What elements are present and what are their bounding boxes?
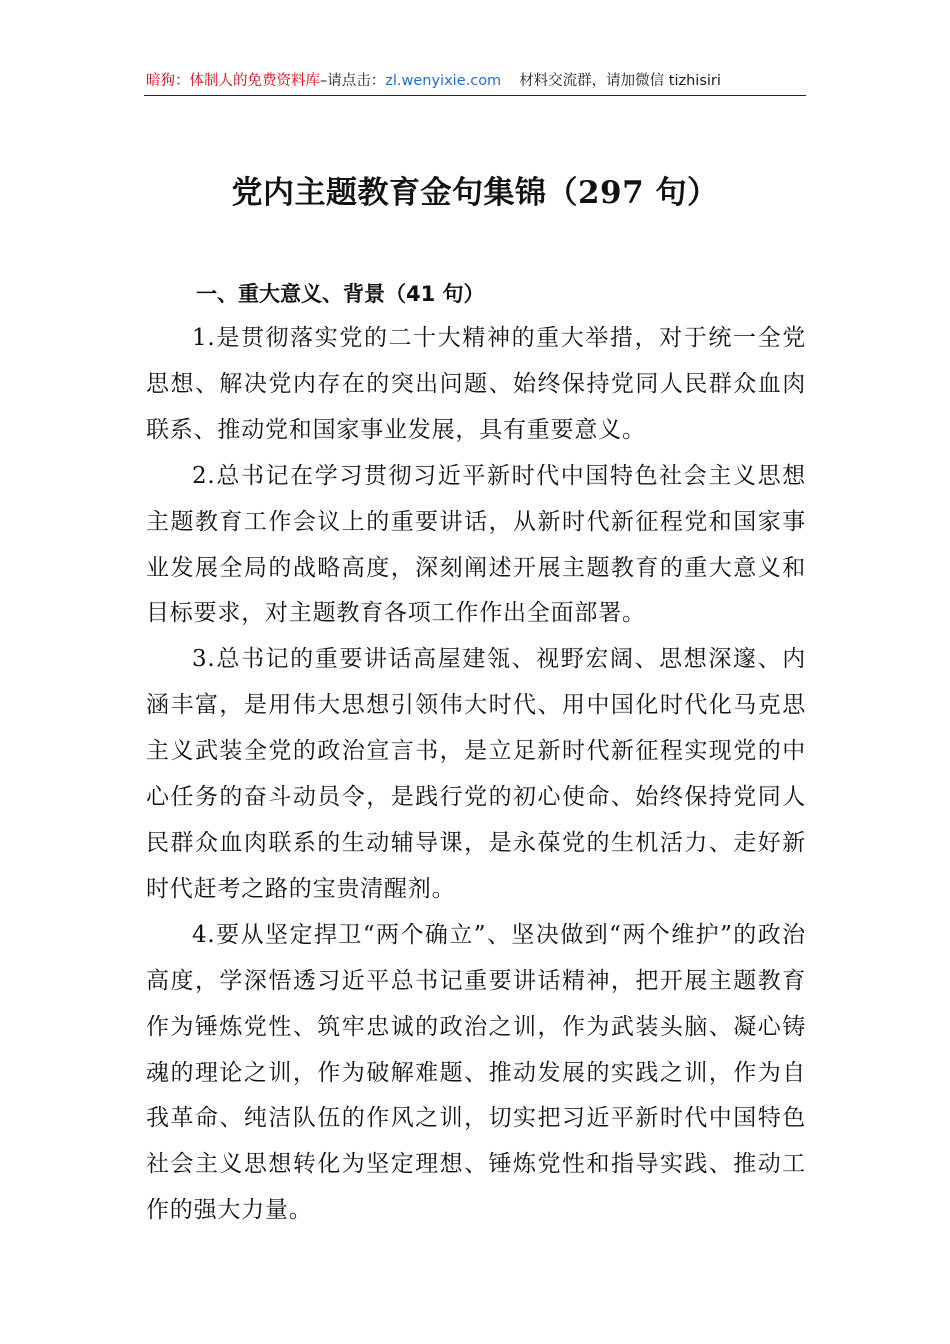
header-contact: 材料交流群，请加微信 tizhisiri xyxy=(519,73,721,89)
paragraph-3: 3.总书记的重要讲话高屋建瓴、视野宏阔、思想深邃、内涵丰富，是用伟大思想引领伟大时代、用中国化时代化马克思主义武装全党的政治宣言书，是立足新时代新征程实现党的中心任务的奋斗动员令，是践行党的初心使命、始终保持党同人民群众血肉联系的生动辅导课，是永葆党的生机活力、走好新时代赶考之路的宝贵清醒剂。 xyxy=(146,646,806,902)
paragraph-2: 2.总书记在学习贯彻习近平新时代中国特色社会主义思想主题教育工作会议上的重要讲话，从新时代新征程党和国家事业发展全局的战略高度，深刻阐述开展主题教育的重大意义和目标要求，对主题教育各项工作作出全面部署。 xyxy=(146,462,806,627)
page-header xyxy=(146,70,806,92)
section-heading: 一、重大意义、背景（41 句） xyxy=(196,282,485,306)
paragraph-4: 4.要从坚定捍卫“两个确立”、坚决做到“两个维护”的政治高度，学深悟透习近平总书记重要讲话精神，把开展主题教育作为锤炼党性、筑牢忠诚的政治之训，作为武装头脑、凝心铸魂的理论之训，作为破解难题、推动发展的实践之训，作为自我革命、纯洁队伍的作风之训，切实把习近平新时代中国特色社会主义思想转化为坚定理想、锤炼党性和指导实践、推动工作的强大力量。 xyxy=(146,921,806,1224)
header-prompt: –请点击： xyxy=(320,73,386,89)
section-body xyxy=(146,316,806,1234)
header-url-link[interactable]: zl.wenyixie.com xyxy=(385,73,502,89)
header-divider xyxy=(144,95,806,96)
paragraph-1: 1.是贯彻落实党的二十大精神的重大举措，对于统一全党思想、解决党内存在的突出问题、始终保持党同人民群众血肉联系、推动党和国家事业发展，具有重要意义。 xyxy=(146,325,806,443)
header-brand: 暗狗：体制人的免费资料库 xyxy=(146,73,320,89)
document-title: 党内主题教育金句集锦（297 句） xyxy=(231,175,719,211)
